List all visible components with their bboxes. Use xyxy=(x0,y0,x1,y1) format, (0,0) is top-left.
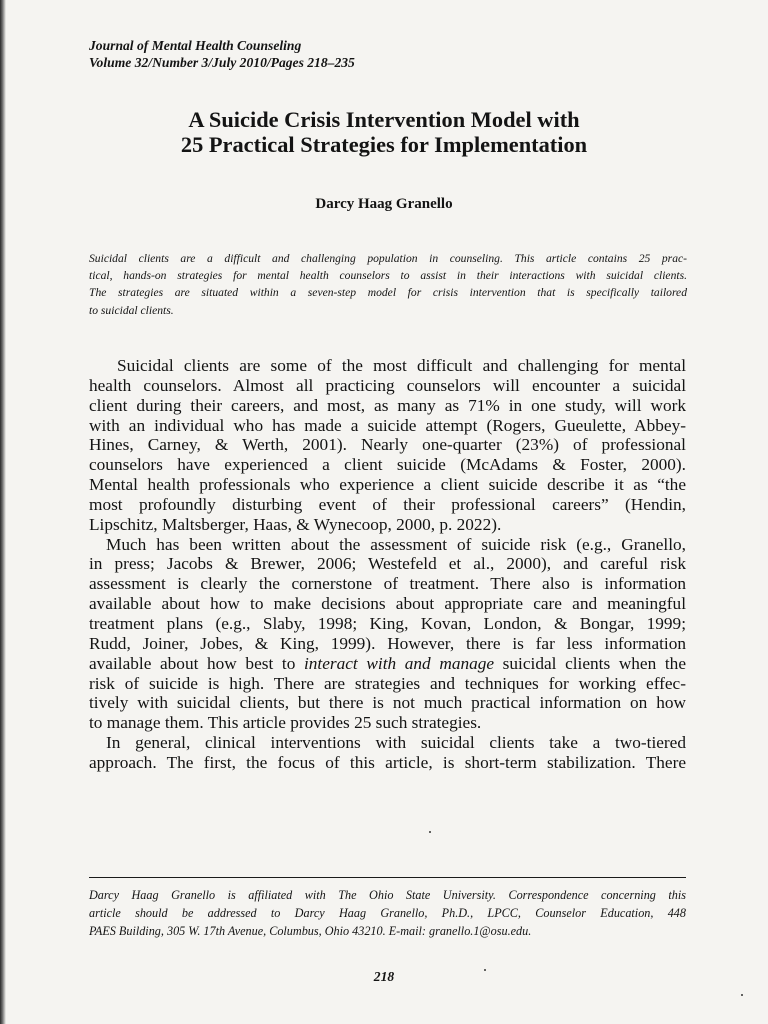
body-line: Mental health professionals who experience a client suicide describe it as “the xyxy=(89,475,686,495)
body-line: with an individual who has made a suicide attempt (Rogers, Gueulette, Abbey- xyxy=(89,415,686,435)
body-line: most profoundly disturbing event of their professional careers” (Hendin, xyxy=(89,494,686,514)
body-line: Lipschitz, Maltsberger, Haas, & Wynecoop, 2000, p. 2022). xyxy=(89,514,502,534)
scan-speck xyxy=(741,994,743,996)
body-line: in press; Jacobs & Brewer, 2006; Westefeld et al., 2000), and careful risk xyxy=(89,554,686,574)
abstract-line: to suicidal clients. xyxy=(89,303,174,317)
body-line: assessment is clearly the cornerstone of treatment. There also is information xyxy=(89,574,686,594)
emphasized-phrase: interact with and manage xyxy=(303,653,495,673)
journal-issue: Volume 32/Number 3/July 2010/Pages 218–235 xyxy=(89,54,355,70)
footnote-line: Darcy Haag Granello is affiliated with The Ohio State University. Correspondence concerning this xyxy=(89,888,686,902)
footnote-divider xyxy=(89,877,686,878)
body-line: In general, clinical interventions with suicidal clients take a two-tiered xyxy=(106,733,686,753)
footnote-line: article should be addressed to Darcy Haag Granello, Ph.D., LPCC, Counselor Education, 448 xyxy=(89,906,686,920)
body-line: to manage them. This article provides 25 such strategies. xyxy=(89,713,482,733)
scan-speck xyxy=(429,831,431,833)
body-line: Rudd, Joiner, Jobes, & King, 1999). However, there is far less information xyxy=(89,633,686,653)
body-line: approach. The first, the focus of this article, is short-term stabilization. There xyxy=(89,752,686,772)
body-text xyxy=(89,356,686,773)
body-line-with-emphasis xyxy=(89,654,686,674)
body-text-segment: available about how best to xyxy=(89,653,304,673)
title-line: A Suicide Crisis Intervention Model with xyxy=(188,107,580,132)
body-text-segment: suicidal clients when the xyxy=(494,653,686,673)
abstract xyxy=(89,250,687,319)
body-line: treatment plans (e.g., Slaby, 1998; King, Kovan, London, & Bongar, 1999; xyxy=(89,613,686,633)
body-line: health counselors. Almost all practicing counselors will encounter a suicidal xyxy=(89,375,686,395)
abstract-line: The strategies are situated within a seven-step model for crisis intervention that is specifically tailored xyxy=(89,286,687,300)
body-line: counselors have experienced a client suicide (McAdams & Foster, 2000). xyxy=(89,455,686,475)
body-line: risk of suicide is high. There are strategies and techniques for working effec- xyxy=(89,673,686,693)
journal-name: Journal of Mental Health Counseling xyxy=(89,38,302,53)
author-name: Darcy Haag Granello xyxy=(315,196,453,212)
footnote-line: PAES Building, 305 W. 17th Avenue, Columbus, Ohio 43210. E-mail: granello.1@osu.edu. xyxy=(89,924,532,938)
journal-header xyxy=(89,38,355,71)
body-line: available about how to make decisions about appropriate care and meaningful xyxy=(89,594,686,614)
abstract-line: tical, hands-on strategies for mental health counselors to assist in their interactions with suicidal clients. xyxy=(89,269,687,283)
body-line: tively with suicidal clients, but there is not much practical information on how xyxy=(89,693,686,713)
abstract-line: Suicidal clients are a difficult and challenging population in counseling. This article contains 25 prac- xyxy=(89,252,687,265)
body-line: Suicidal clients are some of the most difficult and challenging for mental xyxy=(117,356,686,375)
page-number: 218 xyxy=(373,969,395,984)
article-title xyxy=(0,108,768,157)
title-line: 25 Practical Strategies for Implementation xyxy=(180,131,588,157)
body-line: Much has been written about the assessment of suicide risk (e.g., Granello, xyxy=(106,534,686,554)
author-footnote xyxy=(89,886,686,940)
body-line: Hines, Carney, & Werth, 2001). Nearly one-quarter (23%) of professional xyxy=(89,435,686,455)
body-line: client during their careers, and most, as many as 71% in one study, will work xyxy=(89,395,686,415)
